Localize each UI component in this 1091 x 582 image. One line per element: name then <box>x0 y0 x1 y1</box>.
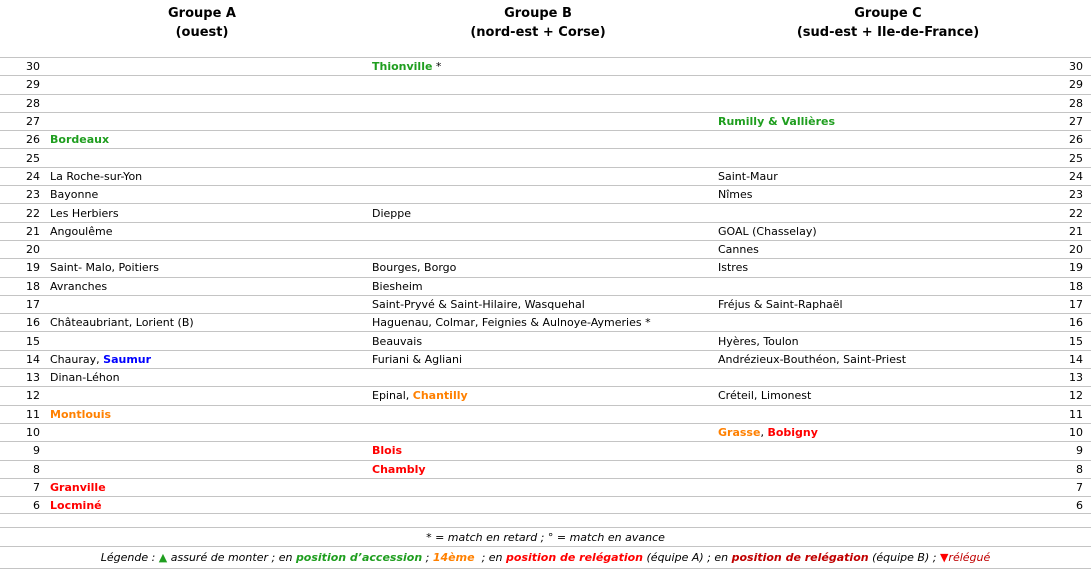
points-right: 30 <box>1069 60 1083 74</box>
text-segment: Beauvais <box>372 334 423 348</box>
group-a-cell <box>44 353 360 366</box>
table-row <box>0 185 1091 203</box>
text-segment: Chantilly <box>412 389 468 403</box>
points-right: 6 <box>1076 498 1083 512</box>
group-a-cell <box>44 481 360 494</box>
text-segment: 14ème <box>432 551 475 565</box>
points-right: 12 <box>1069 389 1083 403</box>
group-b-cell <box>360 389 716 402</box>
points-left: 24 <box>26 169 40 183</box>
group-b-title: Groupe B <box>504 6 572 21</box>
points-left: 23 <box>26 188 40 202</box>
points-left: 10 <box>26 426 40 440</box>
group-b-cell <box>360 316 716 329</box>
text-segment: Blois <box>372 444 403 458</box>
table-row <box>0 57 1091 75</box>
text-segment: Angoulême <box>50 224 113 238</box>
group-a-cell <box>44 170 360 183</box>
group-a-cell <box>44 261 360 274</box>
table-row <box>0 331 1091 349</box>
points-right: 14 <box>1069 352 1083 366</box>
group-a-cell <box>44 188 360 201</box>
points-right: 28 <box>1069 96 1083 110</box>
text-segment: Bordeaux <box>50 133 110 147</box>
group-c-cell <box>716 225 1060 238</box>
table-row <box>0 350 1091 368</box>
points-left: 18 <box>26 279 40 293</box>
text-segment: Créteil, Limonest <box>718 389 812 403</box>
text-segment: Avranches <box>50 279 108 293</box>
group-a-subtitle: (ouest) <box>175 25 229 40</box>
points-left: 7 <box>33 480 40 494</box>
points-left: 25 <box>26 151 40 165</box>
text-segment: La Roche-sur-Yon <box>50 169 143 183</box>
group-b-cell <box>360 335 716 348</box>
table-row <box>0 203 1091 221</box>
text-segment: rélégué <box>948 551 991 565</box>
group-c-cell <box>716 298 1060 311</box>
points-right: 9 <box>1076 444 1083 458</box>
text-segment: Dieppe <box>372 206 412 220</box>
group-c-cell <box>716 261 1060 274</box>
points-right: 10 <box>1069 426 1083 440</box>
points-left: 13 <box>26 371 40 385</box>
table-row <box>0 460 1091 478</box>
table-row <box>0 368 1091 386</box>
group-b-cell <box>360 280 716 293</box>
points-right: 7 <box>1076 480 1083 494</box>
points-right: 21 <box>1069 224 1083 238</box>
points-left: 6 <box>33 498 40 512</box>
group-a-title: Groupe A <box>168 6 236 21</box>
text-segment: Saint- Malo, Poitiers <box>50 261 159 275</box>
points-left: 17 <box>26 298 40 311</box>
points-right: 29 <box>1069 78 1083 92</box>
points-right: 27 <box>1069 115 1083 129</box>
points-right: 19 <box>1069 261 1083 275</box>
group-a-cell <box>44 316 360 329</box>
standings-table <box>0 57 1091 514</box>
text-segment: Fréjus & Saint-Raphaël <box>718 298 843 311</box>
points-left: 29 <box>26 78 40 92</box>
text-segment: position de relégation <box>731 551 869 565</box>
points-right: 8 <box>1076 462 1083 476</box>
text-segment: (équipe A) ; en <box>643 551 732 565</box>
text-segment: ; <box>422 551 433 565</box>
group-b-cell <box>360 261 716 274</box>
points-left: 15 <box>26 334 40 348</box>
group-b-cell <box>360 444 716 457</box>
text-segment: Bourges, Borgo <box>372 261 457 275</box>
text-segment: * <box>432 60 442 74</box>
table-row <box>0 277 1091 295</box>
points-right: 25 <box>1069 151 1083 165</box>
group-b-subtitle: (nord-est + Corse) <box>470 25 606 40</box>
text-segment: Bobigny <box>767 426 818 440</box>
points-right: 24 <box>1069 169 1083 183</box>
points-right: 18 <box>1069 279 1083 293</box>
points-right: 23 <box>1069 188 1083 202</box>
group-c-cell <box>716 170 1060 183</box>
points-right: 15 <box>1069 334 1083 348</box>
points-left: 19 <box>26 261 40 275</box>
points-left: 9 <box>33 444 40 458</box>
text-segment: Chambly <box>372 462 426 476</box>
group-a-cell <box>44 371 360 384</box>
text-segment: Grasse <box>718 426 761 440</box>
points-right: 20 <box>1069 243 1083 257</box>
group-headers <box>0 0 1091 42</box>
table-row <box>0 130 1091 148</box>
text-segment: (équipe B) ; <box>868 551 940 565</box>
group-b-cell <box>360 207 716 220</box>
group-c-cell <box>716 188 1060 201</box>
text-segment: Granville <box>50 480 106 494</box>
points-left: 11 <box>26 407 40 421</box>
table-row <box>0 94 1091 112</box>
group-c-cell <box>716 353 1060 366</box>
text-segment: Locminé <box>50 498 102 512</box>
table-row <box>0 240 1091 258</box>
group-c-header <box>716 4 1060 42</box>
text-segment: Istres <box>718 261 749 275</box>
group-c-title: Groupe C <box>854 6 922 21</box>
text-segment: Saint-Pryvé & Saint-Hilaire, Wasquehal <box>372 298 585 311</box>
group-b-header <box>360 4 716 42</box>
text-segment: Cannes <box>718 243 759 257</box>
points-left: 14 <box>26 352 40 366</box>
table-row <box>0 423 1091 441</box>
text-segment: Hyères, Toulon <box>718 334 799 348</box>
points-left: 16 <box>26 316 40 330</box>
points-right: 13 <box>1069 371 1083 385</box>
text-segment: position de relégation <box>506 551 644 565</box>
text-segment: Rumilly & Vallières <box>718 115 836 129</box>
group-a-cell <box>44 133 360 146</box>
points-left: 12 <box>26 389 40 403</box>
table-row <box>0 478 1091 496</box>
points-left: 26 <box>26 133 40 147</box>
text-segment: Dinan-Léhon <box>50 371 120 385</box>
points-left: 20 <box>26 243 40 257</box>
text-segment: Andrézieux-Bouthéon, Saint-Priest <box>718 352 907 366</box>
table-row <box>0 386 1091 404</box>
text-segment: position d’accession <box>295 551 423 565</box>
text-segment: Chauray, <box>50 352 104 366</box>
match-status-note: * = match en retard ; ° = match en avance <box>0 528 1091 547</box>
text-segment: ; en <box>474 551 507 565</box>
table-row <box>0 112 1091 130</box>
text-segment: Bayonne <box>50 188 99 202</box>
text-segment: Montlouis <box>50 407 112 421</box>
points-left: 8 <box>33 462 40 476</box>
text-segment: Epinal, <box>372 389 413 403</box>
table-row <box>0 441 1091 459</box>
text-segment: Les Herbiers <box>50 206 119 220</box>
group-c-cell <box>716 335 1060 348</box>
points-right: 16 <box>1069 316 1083 330</box>
footer <box>0 527 1091 569</box>
text-segment: Furiani & Agliani <box>372 352 463 366</box>
group-c-cell <box>716 389 1060 402</box>
group-c-subtitle: (sud-est + Ile-de-France) <box>796 25 980 40</box>
group-a-cell <box>44 499 360 512</box>
points-left: 21 <box>26 224 40 238</box>
points-left: 27 <box>26 115 40 129</box>
points-right: 17 <box>1069 298 1083 311</box>
text-segment: ▼ <box>939 551 949 565</box>
table-row <box>0 496 1091 514</box>
text-segment: ▲ <box>158 551 168 565</box>
group-b-cell <box>360 298 716 311</box>
group-a-cell <box>44 225 360 238</box>
points-right: 11 <box>1069 407 1083 421</box>
text-segment: Biesheim <box>372 279 423 293</box>
text-segment: Thionville <box>372 60 433 74</box>
group-c-cell <box>716 115 1060 128</box>
group-a-cell <box>44 207 360 220</box>
group-c-cell <box>716 243 1060 256</box>
text-segment: assuré de monter ; en <box>167 551 296 565</box>
table-row <box>0 167 1091 185</box>
table-row <box>0 75 1091 93</box>
group-c-cell <box>716 426 1060 439</box>
points-left: 22 <box>26 206 40 220</box>
text-segment: Saumur <box>103 352 152 366</box>
text-segment: Châteaubriant, Lorient (B) <box>50 316 194 330</box>
group-a-cell <box>44 408 360 421</box>
group-b-cell <box>360 353 716 366</box>
text-segment: GOAL (Chasselay) <box>718 224 817 238</box>
text-segment: Haguenau, Colmar, Feignies & Aulnoye-Aymeries * <box>372 316 651 330</box>
group-a-cell <box>44 280 360 293</box>
table-row <box>0 258 1091 276</box>
table-row <box>0 148 1091 166</box>
group-b-cell <box>360 463 716 476</box>
points-right: 26 <box>1069 133 1083 147</box>
legend <box>0 547 1091 569</box>
group-a-header <box>44 4 360 42</box>
group-b-cell <box>360 60 716 73</box>
points-right: 22 <box>1069 206 1083 220</box>
text-segment: , <box>760 426 768 440</box>
text-segment: Légende : <box>100 551 159 565</box>
text-segment: Nîmes <box>718 188 753 202</box>
points-left: 28 <box>26 96 40 110</box>
table-row <box>0 313 1091 331</box>
table-row <box>0 405 1091 423</box>
table-row <box>0 295 1091 313</box>
table-row <box>0 222 1091 240</box>
points-left: 30 <box>26 60 40 74</box>
text-segment: Saint-Maur <box>718 169 778 183</box>
